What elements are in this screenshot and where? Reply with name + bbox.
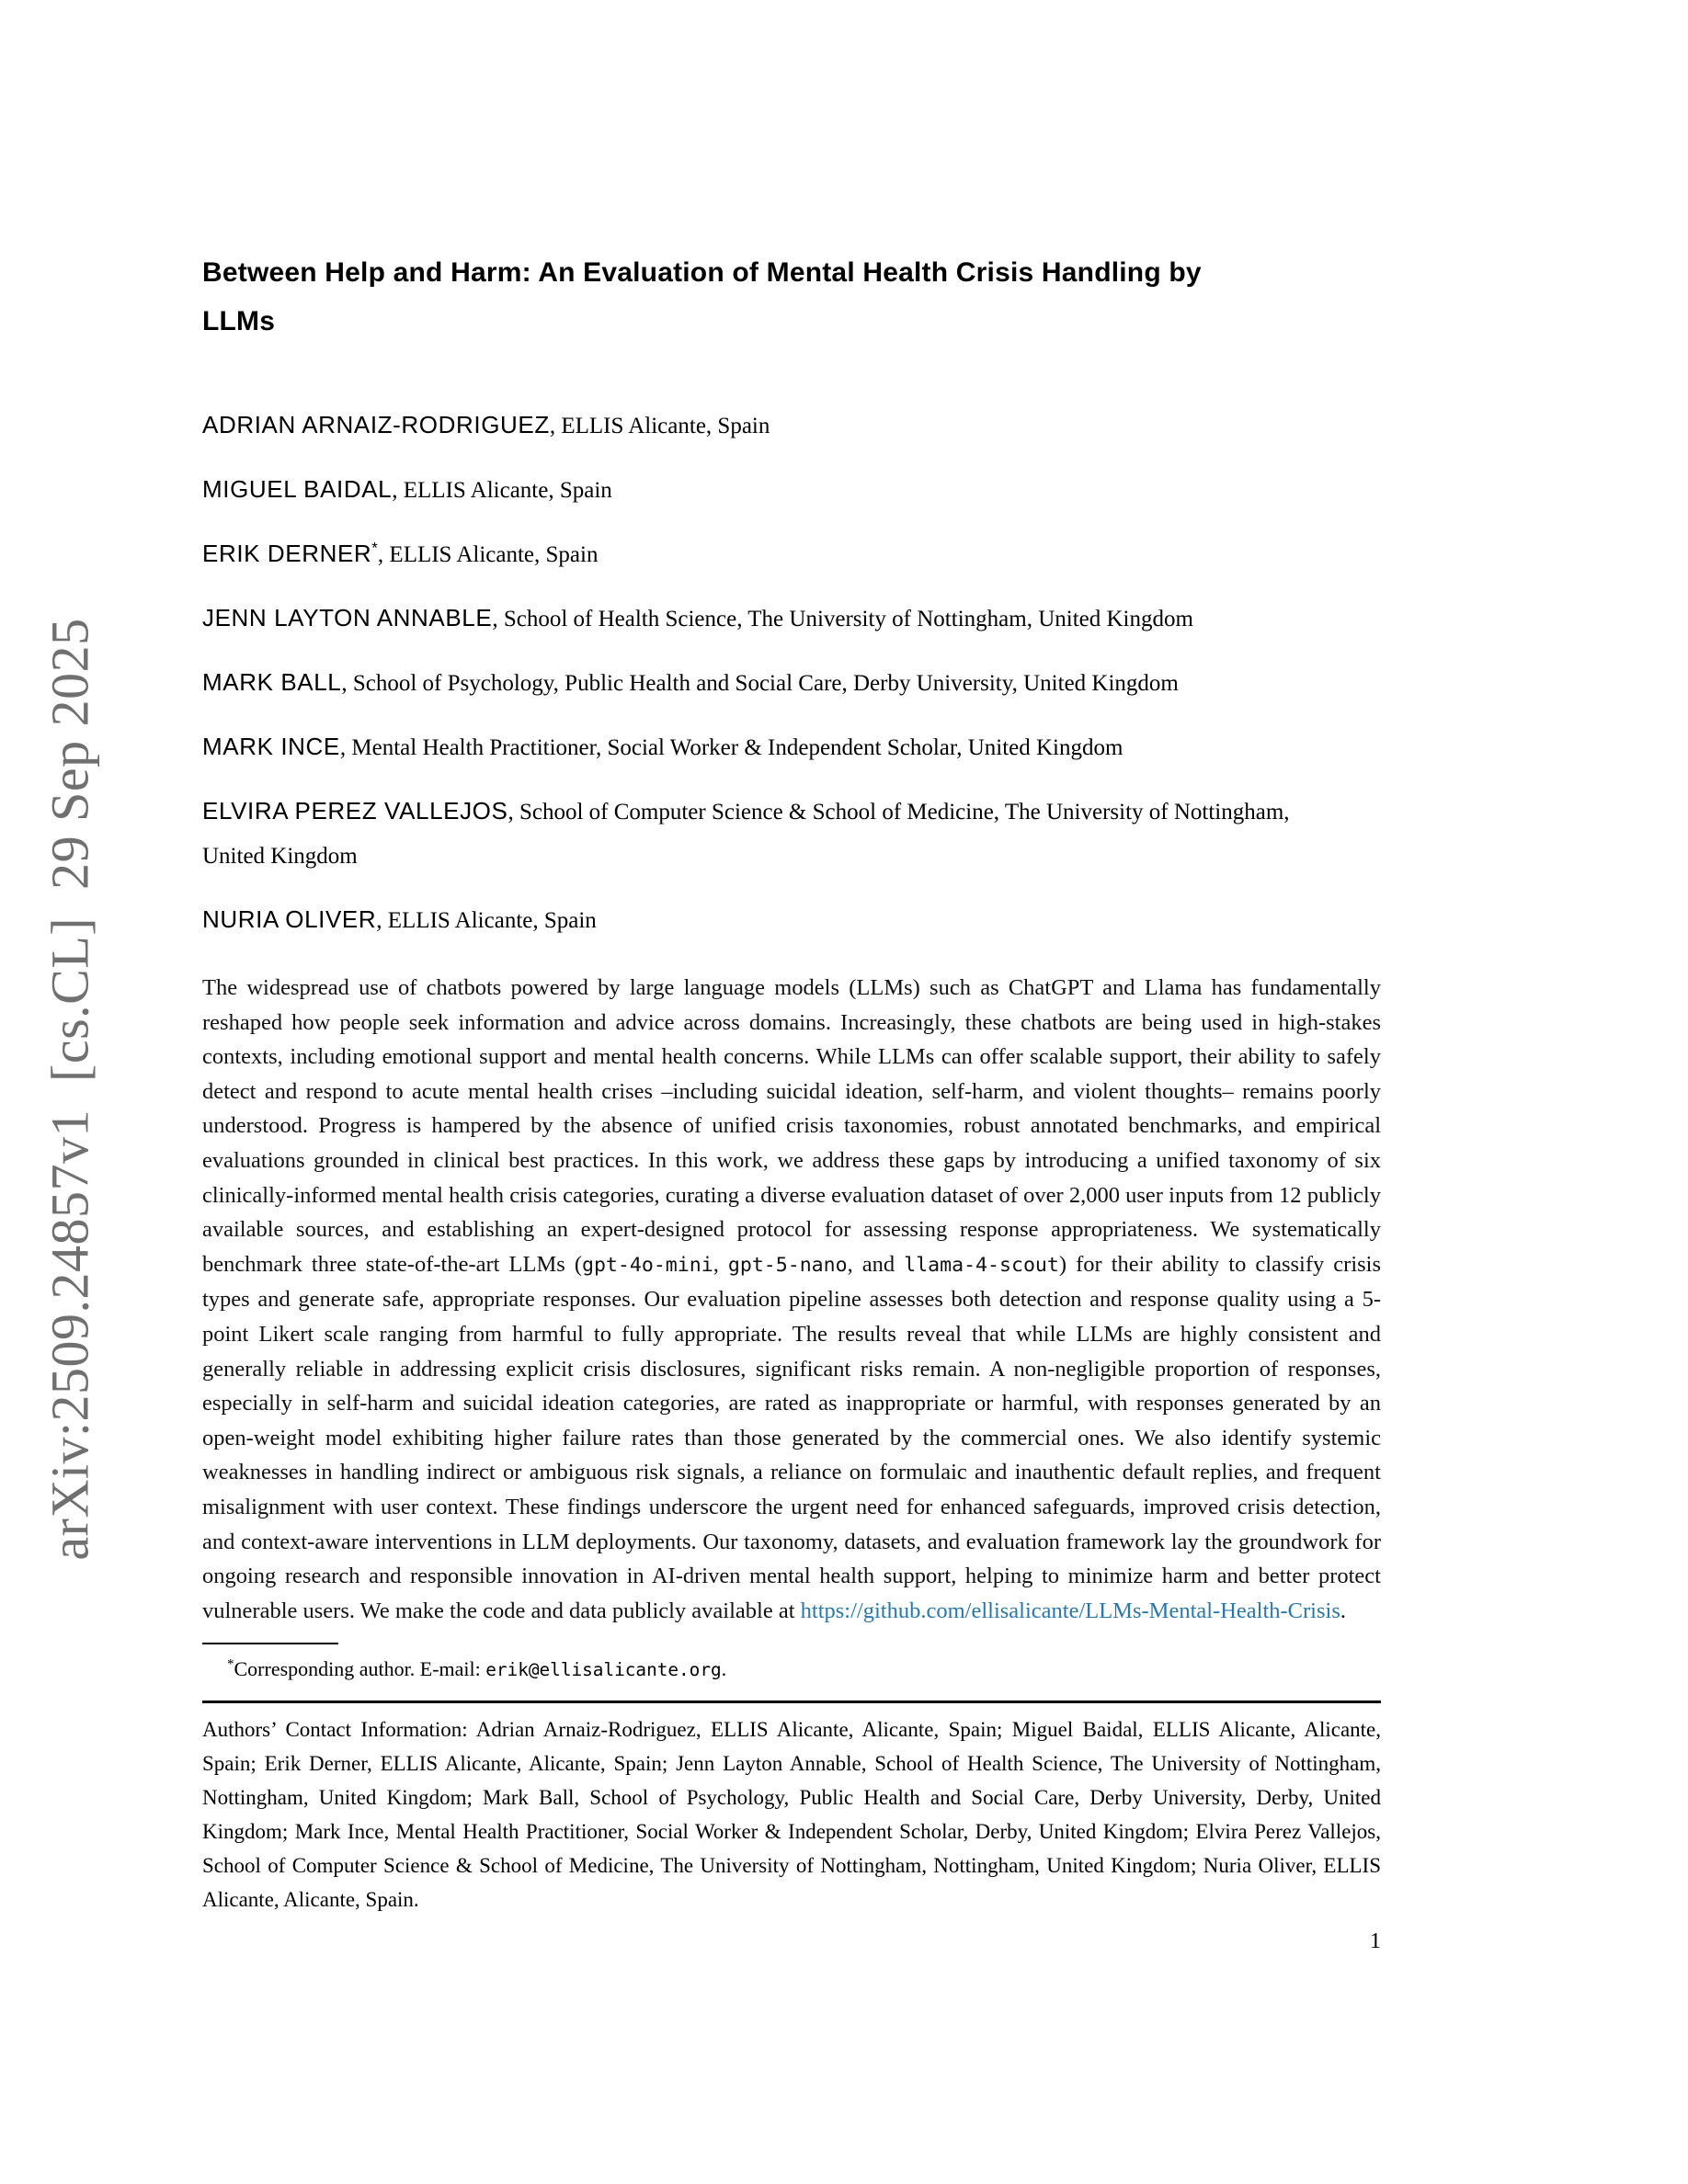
- footer-divider-rule: [202, 1701, 1381, 1703]
- author-entry: [202, 724, 1381, 770]
- author-name: NURIA OLIVER: [202, 905, 377, 933]
- abstract: [202, 971, 1381, 1628]
- model-name-gpt-4o-mini: gpt-4o-mini: [581, 1253, 713, 1277]
- abstract-text: The widespread use of chatbots powered by large language models (LLMs) such as ChatGPT and Llama has fundamentally reshaped how people seek information and advice across domains. Increasingly, these chatbots are being used in high-stakes contexts, including emotional support and mental health concerns. While LLMs can offer scalable support, their ability to safely detect and respond to acute mental health crises –including suicidal ideation, self-harm, and violent thoughts– remains poorly understood. Progress is hampered by the absence of unified crisis taxonomies, robust annotated benchmarks, and empirical evaluations grounded in clinical best practices. In this work, we address these gaps by introducing a unified taxonomy of six clinically-informed mental health crisis categories, curating a diverse evaluation dataset of over 2,000 user inputs from 12 publicly available sources, and establishing an expert-designed protocol for assessing response appropriateness. We systematically benchmark three state-of-the-art LLMs (: [202, 975, 1381, 1277]
- author-name: ELVIRA PEREZ VALLEJOS: [202, 797, 508, 825]
- corresponding-author-footnote: [202, 1654, 1381, 1686]
- author-entry: [202, 660, 1381, 706]
- model-name-gpt-5-nano: gpt-5-nano: [727, 1253, 848, 1277]
- contact-label: Authors’ Contact Information:: [202, 1718, 468, 1742]
- paper-title: [202, 248, 1381, 346]
- corresponding-author-mark: *: [371, 539, 378, 557]
- author-entry: [202, 403, 1381, 449]
- author-name: ERIK DERNER: [202, 540, 372, 567]
- author-name: MARK INCE: [202, 733, 340, 760]
- model-name-llama-4-scout: llama-4-scout: [904, 1253, 1059, 1277]
- author-entry: [202, 596, 1381, 642]
- page-number: 1: [1370, 1929, 1381, 1954]
- author-affiliation: , Mental Health Practitioner, Social Worker & Independent Scholar, United Kingdom: [339, 735, 1123, 760]
- paper-content: [202, 248, 1381, 1954]
- author-name: MARK BALL: [202, 668, 342, 696]
- arxiv-watermark: arXiv:2509.24857v1 [cs.CL] 29 Sep 2025: [40, 618, 100, 1561]
- author-affiliation: , ELLIS Alicante, Spain: [549, 414, 770, 438]
- author-affiliation: , School of Computer Science & School of Medicine, The University of Nottingham,: [508, 800, 1290, 825]
- author-entry: [202, 897, 1381, 943]
- abstract-separator: , and: [847, 1251, 905, 1277]
- author-entry: [202, 531, 1381, 577]
- paper-title-line1: Between Help and Harm: An Evaluation of Mental Health Crisis Handling by: [202, 257, 1202, 288]
- author-affiliation: , School of Health Science, The University of Nottingham, United Kingdom: [492, 607, 1193, 631]
- author-affiliation-line2: United Kingdom: [202, 844, 358, 869]
- footnote-marker: *: [227, 1656, 234, 1672]
- author-list: [202, 403, 1381, 943]
- author-affiliation: , School of Psychology, Public Health and Social Care, Derby University, United Kingdom: [341, 671, 1179, 696]
- paper-title-line2: LLMs: [202, 306, 276, 336]
- abstract-separator: ,: [713, 1251, 728, 1277]
- footnote-text-end: .: [721, 1657, 727, 1681]
- abstract-text: .: [1340, 1598, 1346, 1623]
- github-repository-link[interactable]: https://github.com/ellisalicante/LLMs-Mental-Health-Crisis: [800, 1598, 1340, 1623]
- footnote-text: Corresponding author. E-mail:: [234, 1657, 486, 1681]
- author-affiliation: , ELLIS Alicante, Spain: [377, 542, 599, 567]
- author-entry: [202, 467, 1381, 513]
- author-name: ADRIAN ARNAIZ-RODRIGUEZ: [202, 411, 550, 438]
- corresponding-author-email: erik@ellisalicante.org: [485, 1659, 722, 1681]
- abstract-text: ) for their ability to classify crisis types and generate safe, appropriate responses. Our evaluation pipeline assesses both detection and response quality using a 5-point Likert scale ranging from harmful to fully appropriate. The results reveal that while LLMs are highly consistent and generally reliable in addressing explicit crisis disclosures, significant risks remain. A non-negligible proportion of responses, especially in self-harm and suicidal ideation categories, are rated as inappropriate or harmful, with responses generated by an open-weight model exhibiting higher failure rates than those generated by the commercial ones. We also identify systemic weaknesses in handling indirect or ambiguous risk signals, a reliance on formulaic and inauthentic default replies, and frequent misalignment with user context. These findings underscore the urgent need for enhanced safeguards, improved crisis detection, and context-aware interventions in LLM deployments. Our taxonomy, datasets, and evaluation framework lay the groundwork for ongoing research and responsible innovation in AI-driven mental health support, helping to minimize harm and better protect vulnerable users. We make the code and data publicly available at: [202, 1251, 1382, 1623]
- authors-contact-information: [202, 1712, 1381, 1917]
- author-affiliation: , ELLIS Alicante, Spain: [376, 908, 597, 933]
- footnote-rule: [202, 1643, 338, 1644]
- contact-text: Adrian Arnaiz-Rodriguez, ELLIS Alicante, Alicante, Spain; Miguel Baidal, ELLIS Alicante, Alicante, Spain; Erik Derner, ELLIS Alicante, Alicante, Spain; Jenn Layton Annable, School of Health Science, The University of Nottingham, Nottingham, United Kingdom; Mark Ball, School of Psychology, Public Health and Social Care, Derby University, Derby, United Kingdom; Mark Ince, Mental Health Practitioner, Social Worker & Independent Scholar, Derby, United Kingdom; Elvira Perez Vallejos, School of Computer Science & School of Medicine, The University of Nottingham, Nottingham, United Kingdom; Nuria Oliver, ELLIS Alicante, Alicante, Spain.: [202, 1718, 1382, 1912]
- author-affiliation: , ELLIS Alicante, Spain: [392, 478, 612, 503]
- author-name: JENN LAYTON ANNABLE: [202, 604, 493, 631]
- author-entry: [202, 789, 1381, 879]
- author-name: MIGUEL BAIDAL: [202, 475, 393, 503]
